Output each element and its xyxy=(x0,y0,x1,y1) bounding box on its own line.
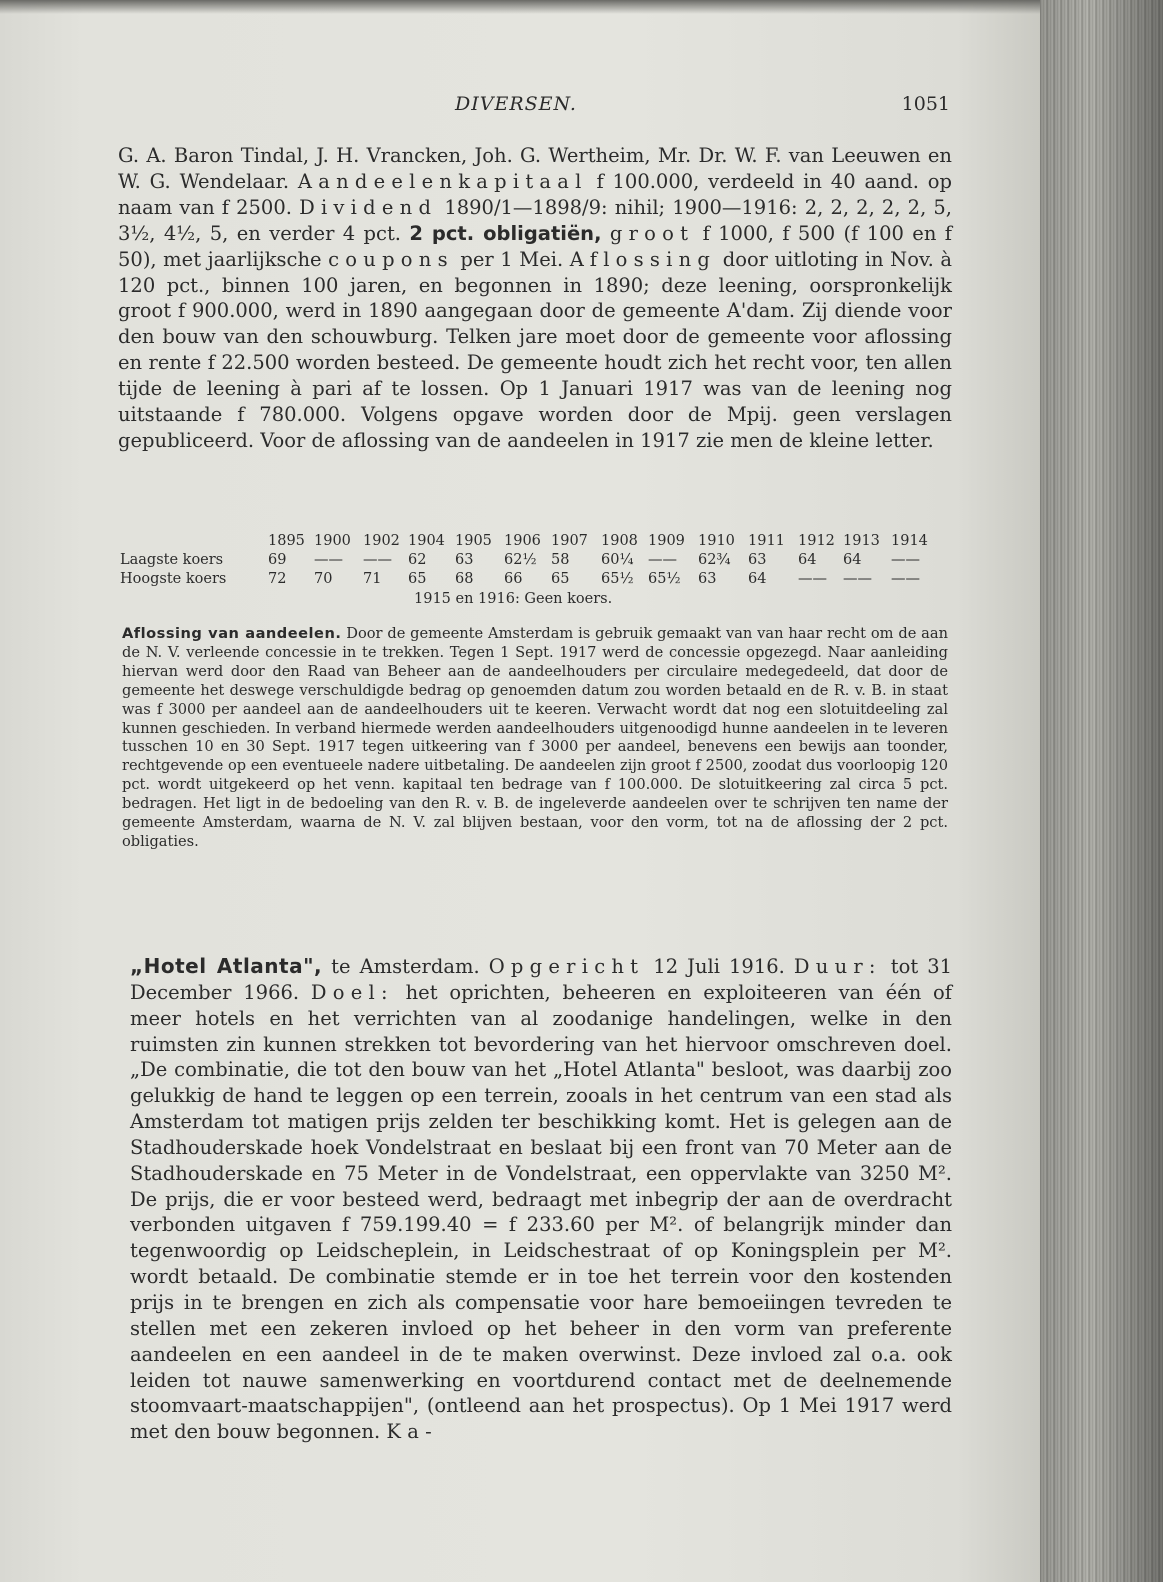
koers-year-header: 1906 xyxy=(504,533,541,549)
dividend-label: Dividend xyxy=(299,195,438,219)
paragraph-text: per 1 Mei. xyxy=(460,247,564,271)
duur-label: Duur: xyxy=(793,955,882,978)
koers-value-cell: 64 xyxy=(798,552,817,568)
page-top-shadow xyxy=(0,0,1040,14)
koers-year-header: 1902 xyxy=(363,533,400,549)
hotel-atlanta-entry xyxy=(130,954,952,1445)
paragraph-text: f 100.000, verdeeld in 40 aand. op naam van f 2500. xyxy=(118,169,953,219)
paragraph-text: het oprichten, beheeren en exploiteeren van één of meer hotels en het verrichten van al zoodanige handelingen, welke in den ruimsten zin kunnen strekken tot bevordering van het hiervoor omschreven doel. „De combinatie, die tot den bouw van het „Hotel Atlanta" besloot, was daarbij zoo gelukkig de hand te leggen op een terrein, zooals in het centrum van een stad als Amsterdam tot matigen prijs zelden ter beschikking komt. Het is gelegen aan de Stadhouderskade hoek Vondelstraat en beslaat bij een front van 70 Meter aan de Stadhouderskade en 75 Meter in de Vondelstraat, een oppervlakte van 3250 M². De prijs, die er voor besteed werd, bedraagt met inbegrip der aan de overdracht verbonden uitgaven f 759.199.40 = f 233.60 per M². of belangrijk minder dan tegenwoordig op Leidscheplein, in Leidschestraat of op Koningsplein per M². wordt betaald. De combinatie stemde er in toe het terrein voor den kostenden prijs in te brengen en zich als compensatie voor hare bemoeiingen tevreden te stellen met een zekeren invloed op het beheer in den vorm van preferente aandeelen en een aandeel in de te maken overwinst. Deze invloed zal o.a. ook leiden tot nauwe samenwerking en voortdurend contact met de deelnemende stoomvaart-maatschappijen", (ontleend aan het prospectus). Op 1 Mei 1917 werd met den bouw begonnen. xyxy=(130,980,952,1444)
koers-row-laagste xyxy=(118,552,948,571)
paragraph-text: tot 31 December 1966. xyxy=(130,955,953,1004)
note-heading: Aflossing van aandeelen. xyxy=(122,625,342,642)
aflossing-label: Aflossing xyxy=(569,247,717,271)
koers-value-cell: 63 xyxy=(455,552,474,568)
paragraph-tail: Ka- xyxy=(386,1420,438,1444)
koers-value-cell: 62½ xyxy=(504,552,537,568)
koers-year-header: 1913 xyxy=(843,533,880,549)
koers-value-cell: —— xyxy=(314,552,343,568)
koers-year-header: 1895 xyxy=(268,533,305,549)
koers-value-cell: 65 xyxy=(551,571,570,587)
paragraph-text: 12 Juli 1916. xyxy=(653,955,785,978)
koers-value-cell: —— xyxy=(843,571,872,587)
koers-year-header: 1911 xyxy=(748,533,785,549)
koers-year-header: 1912 xyxy=(798,533,835,549)
koers-value-cell: 70 xyxy=(314,571,333,587)
koers-year-header: 1905 xyxy=(455,533,492,549)
aflossing-aandeelen-note xyxy=(122,625,948,852)
koers-value-cell: 64 xyxy=(748,571,767,587)
koers-value-cell: 63 xyxy=(748,552,767,568)
koers-value-cell: 68 xyxy=(455,571,474,587)
koers-value-cell: 63 xyxy=(698,571,717,587)
book-page-edges xyxy=(1040,0,1163,1582)
page-header xyxy=(120,93,950,123)
obligatien-heading: 2 pct. obligatiën, xyxy=(409,221,602,245)
company-paragraph xyxy=(118,143,952,454)
koers-row-label: Laagste koers xyxy=(120,552,224,568)
paragraph-text: door uitloting in Nov. à 120 pct., binnen 100 jaren, en begonnen in 1890; deze leening, oorspronkelijk groot f 900.000, werd in 1890 aangegaan door de gemeente A'dam. Zij diende voor den bouw van den schouwburg. Telken jare moet door de gemeente voor aflossing en rente f 22.500 worden besteed. De gemeente houdt zich het recht voor, ten allen tijde de leening à pari af te lossen. Op 1 Januari 1917 was van de leening nog uitstaande f 780.000. Volgens opgave worden door de Mpij. geen verslagen gepubliceerd. Voor de aflossing van de aandeelen in 1917 zie men de kleine letter. xyxy=(118,247,953,452)
koers-year-header: 1914 xyxy=(891,533,928,549)
coupons-label: coupons xyxy=(328,247,454,271)
koers-value-cell: 65½ xyxy=(601,571,634,587)
koers-table xyxy=(118,533,948,607)
koers-row-hoogste xyxy=(118,571,948,590)
running-head: DIVERSEN. xyxy=(455,93,577,115)
aandeelenkapitaal-label: Aandeelenkapitaal xyxy=(297,169,588,193)
koers-years-row xyxy=(118,533,948,552)
paragraph-text: f 1000, f 500 (f 100 en f 50), met jaarlijksche xyxy=(118,221,952,271)
koers-value-cell: 62 xyxy=(408,552,427,568)
koers-value-cell: 69 xyxy=(268,552,287,568)
doel-label: Doel: xyxy=(310,980,394,1004)
koers-value-cell: 62¾ xyxy=(698,552,731,568)
koers-value-cell: —— xyxy=(798,571,827,587)
koers-value-cell: 58 xyxy=(551,552,570,568)
koers-year-header: 1908 xyxy=(601,533,638,549)
koers-year-header: 1909 xyxy=(648,533,685,549)
koers-value-cell: —— xyxy=(648,552,677,568)
koers-value-cell: 65 xyxy=(408,571,427,587)
paragraph-text: te Amsterdam. xyxy=(331,955,480,978)
entry-heading: „Hotel Atlanta", xyxy=(130,954,323,978)
koers-value-cell: 72 xyxy=(268,571,287,587)
koers-year-header: 1900 xyxy=(314,533,351,549)
koers-footnote: 1915 en 1916: Geen koers. xyxy=(414,591,613,607)
koers-value-cell: 65½ xyxy=(648,571,681,587)
paragraph-text: 1890/1—1898/9: nihil; 1900—1916: 2, 2, 2, 2, 2, 5, 3½, 4½, 5, en verder 4 pct. xyxy=(118,195,953,245)
opgericht-label: Opgericht xyxy=(488,955,645,978)
koers-value-cell: —— xyxy=(363,552,392,568)
koers-year-header: 1910 xyxy=(698,533,735,549)
koers-value-cell: 66 xyxy=(504,571,523,587)
groot-label: groot xyxy=(609,221,695,245)
koers-value-cell: 64 xyxy=(843,552,862,568)
koers-value-cell: —— xyxy=(891,571,920,587)
koers-value-cell: 60¼ xyxy=(601,552,634,568)
koers-value-cell: —— xyxy=(891,552,920,568)
koers-year-header: 1907 xyxy=(551,533,588,549)
koers-value-cell: 71 xyxy=(363,571,382,587)
paragraph-text: G. A. Baron Tindal, J. H. Vrancken, Joh. G. Wertheim, Mr. Dr. W. F. van Leeuwen en W. G. Wendelaar. xyxy=(118,144,952,193)
koers-year-header: 1904 xyxy=(408,533,445,549)
koers-row-label: Hoogste koers xyxy=(120,571,227,587)
note-text: Door de gemeente Amsterdam is gebruik gemaakt van van haar recht om de aan de N. V. verleende concessie in te trekken. Tegen 1 Sept. 1917 werd de concessie opgezegd. Naar aanleiding hiervan werd door den Raad van Beheer aan de aandeelhouders per circulaire medegedeeld, dat door de gemeente het deswege verschuldigde bedrag op genoemden datum zou worden betaald en de R. v. B. in staat was f 3000 per aandeel aan de aandeelhouders uit te keeren. Verwacht wordt dat nog een slotuitdeeling zal kunnen geschieden. In verband hiermede werden aandeelhouders uitgenoodigd hunne aandeelen in te leveren tusschen 10 en 30 Sept. 1917 tegen uitkeering van f 3000 per aandeel, benevens een bewijs aan toonder, rechtgevende op een eventueele nadere uitbetaling. De aandeelen zijn groot f 2500, zoodat dus voorloopig 120 pct. wordt uitgekeerd op het venn. kapitaal ten bedrage van f 100.000. De slotuitkeering zal circa 5 pct. bedragen. Het ligt in de bedoeling van den R. v. B. de ingeleverde aandeelen over te schrijven ten name der gemeente Amsterdam, waarna de N. V. zal blijven bestaan, voor den vorm, tot na de aflossing der 2 pct. obligaties. xyxy=(122,625,948,850)
page-number: 1051 xyxy=(901,93,950,115)
